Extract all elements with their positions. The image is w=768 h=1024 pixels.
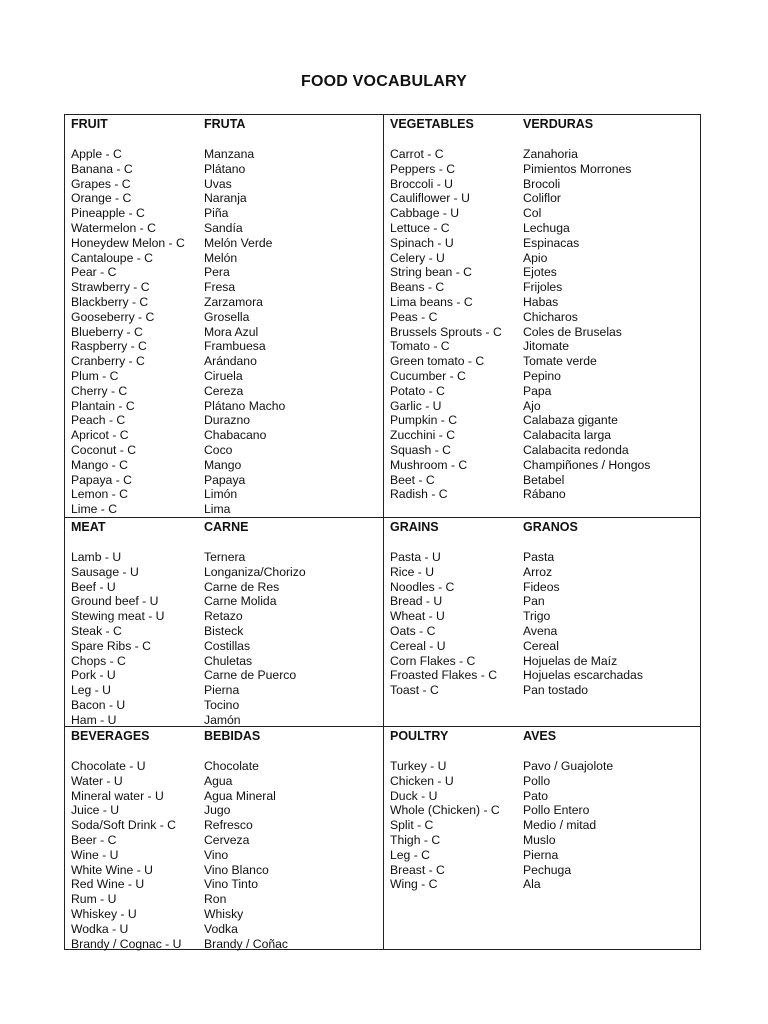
vocab-item: Pasta - U xyxy=(390,550,441,564)
vocab-item: Agua Mineral xyxy=(204,788,276,803)
poultry-en-column xyxy=(390,729,500,892)
vocab-item: Fresa xyxy=(204,280,236,295)
vocab-item: Pear - C xyxy=(71,265,117,280)
vocab-item: Grapes - C xyxy=(71,176,131,191)
meat-es-heading: CARNE xyxy=(204,520,249,534)
vocab-item: Lime - C xyxy=(71,502,118,517)
vocab-item: Ajo xyxy=(523,398,541,413)
vocab-item: Pierna xyxy=(523,847,559,862)
vocab-item: Noodles - C xyxy=(390,579,455,594)
vocab-item: Blackberry - C xyxy=(71,294,149,309)
beverages-en-column xyxy=(71,729,181,951)
vocab-item: Retazo xyxy=(204,609,243,624)
vocab-item: Peach - C xyxy=(71,413,126,428)
vocab-item: Bisteck xyxy=(204,623,244,638)
vocab-item: Garlic - U xyxy=(390,398,442,413)
poultry-es-column xyxy=(523,729,613,892)
vocab-item: Carrot - C xyxy=(390,147,444,161)
fruit-es-column xyxy=(204,117,285,517)
poultry-es-heading: AVES xyxy=(523,729,557,743)
vocab-item: Apricot - C xyxy=(71,428,129,443)
vocab-item: Spare Ribs - C xyxy=(71,638,151,653)
vocab-item: Medio / mitad xyxy=(523,818,597,833)
vocab-item: Chabacano xyxy=(204,428,267,443)
vocab-item: Leg - U xyxy=(71,683,111,698)
vocab-item: Lima xyxy=(204,502,231,517)
vocab-item: Honeydew Melon - C xyxy=(71,235,185,250)
vocabulary-table xyxy=(64,114,701,950)
vocab-item: Durazno xyxy=(204,413,251,428)
vocab-item: Carne Molida xyxy=(204,594,277,609)
vocab-item: Radish - C xyxy=(390,487,448,502)
vocab-item: Stewing meat - U xyxy=(71,609,165,624)
vocab-item: Leg - C xyxy=(390,847,430,862)
vocab-item: Mushroom - C xyxy=(390,457,468,472)
vocab-item: Brocoli xyxy=(523,176,561,191)
vocab-item: Duck - U xyxy=(390,788,438,803)
vocab-item: Chops - C xyxy=(71,653,126,668)
vocab-item: Pollo xyxy=(523,773,551,788)
grains-es-list xyxy=(523,550,643,698)
vocab-item: Whisky xyxy=(204,906,244,921)
beverages-es-heading: BEBIDAS xyxy=(204,729,261,743)
vocab-item: Pavo / Guajolote xyxy=(523,759,614,773)
vocab-item: Trigo xyxy=(523,609,551,624)
vegetables-es-column xyxy=(523,117,650,502)
vocab-item: Frijoles xyxy=(523,280,563,295)
vocab-item: Vino Blanco xyxy=(204,862,269,877)
vocab-item: Pierna xyxy=(204,683,240,698)
fruit-en-heading: FRUIT xyxy=(71,117,108,131)
vocab-item: Bread - U xyxy=(390,594,443,609)
vocab-item: Peppers - C xyxy=(390,161,456,176)
meat-en-heading: MEAT xyxy=(71,520,106,534)
vocab-item: Cereal - U xyxy=(390,638,446,653)
vocab-item: Red Wine - U xyxy=(71,877,145,892)
vocab-item: Ham - U xyxy=(71,712,117,726)
vocab-item: Chicken - U xyxy=(390,773,454,788)
grains-en-column xyxy=(390,520,497,698)
vocab-item: Cereza xyxy=(204,383,244,398)
grains-es-heading: GRANOS xyxy=(523,520,578,534)
vocab-item: Celery - U xyxy=(390,250,445,265)
vocab-item: Chocolate - U xyxy=(71,759,146,773)
vocab-item: Pumpkin - C xyxy=(390,413,458,428)
vocab-item: Steak - C xyxy=(71,623,122,638)
vocab-item: Split - C xyxy=(390,818,434,833)
vocab-item: Coconut - C xyxy=(71,442,137,457)
vocab-item: Apio xyxy=(523,250,548,265)
beverages-en-list xyxy=(71,759,181,951)
vocab-item: Spinach - U xyxy=(390,235,454,250)
fruit-en-list xyxy=(71,147,185,517)
vocab-item: Bacon - U xyxy=(71,697,126,712)
vocab-item: Breast - C xyxy=(390,862,445,877)
vocab-item: Pineapple - C xyxy=(71,206,145,221)
vocab-item: Gooseberry - C xyxy=(71,309,155,324)
vocab-item: Cereal xyxy=(523,638,559,653)
vocab-item: String bean - C xyxy=(390,265,472,280)
vocab-item: Papaya - C xyxy=(71,472,132,487)
fruit-es-list xyxy=(204,147,285,517)
vocab-item: Vino xyxy=(204,847,229,862)
vocab-item: Potato - C xyxy=(390,383,445,398)
vocab-item: Cerveza xyxy=(204,832,250,847)
vocab-item: Mineral water - U xyxy=(71,788,164,803)
vocab-item: Beer - C xyxy=(71,832,117,847)
vocab-item: Raspberry - C xyxy=(71,339,147,354)
vocab-item: Chocolate xyxy=(204,759,259,773)
vocab-item: Cranberry - C xyxy=(71,354,145,369)
vocab-item: Pasta xyxy=(523,550,555,564)
section-vegetables xyxy=(384,115,702,517)
beverages-en-heading: BEVERAGES xyxy=(71,729,150,743)
grains-es-column xyxy=(523,520,643,698)
vegetables-es-list xyxy=(523,147,650,502)
vocab-item: Frambuesa xyxy=(204,339,266,354)
vocab-item: Limón xyxy=(204,487,238,502)
vegetables-en-heading: VEGETABLES xyxy=(390,117,474,131)
vocab-item: Plátano Macho xyxy=(204,398,286,413)
vocab-item: Zarzamora xyxy=(204,294,263,309)
beverages-es-list xyxy=(204,759,288,951)
vocab-item: Cantaloupe - C xyxy=(71,250,153,265)
vocab-item: Brussels Sprouts - C xyxy=(390,324,502,339)
meat-es-column xyxy=(204,520,306,726)
vocab-item: Coco xyxy=(204,442,233,457)
vocab-item: Tomate verde xyxy=(523,354,597,369)
vocab-item: Rice - U xyxy=(390,564,435,579)
poultry-es-list xyxy=(523,759,613,892)
vocab-item: Toast - C xyxy=(390,683,439,698)
vocab-item: Sandía xyxy=(204,220,243,235)
vocab-item: Apple - C xyxy=(71,147,122,161)
vocab-item: Wing - C xyxy=(390,877,438,892)
vocab-item: Turkey - U xyxy=(390,759,447,773)
vocab-item: Beet - C xyxy=(390,472,435,487)
vocab-item: Water - U xyxy=(71,773,123,788)
vocab-item: Brandy / Cognac - U xyxy=(71,936,182,951)
vocab-item: Col xyxy=(523,206,542,221)
vocab-item: Pollo Entero xyxy=(523,803,590,818)
meat-en-column xyxy=(71,520,164,726)
vocab-item: Sausage - U xyxy=(71,564,139,579)
meat-es-list xyxy=(204,550,306,726)
vocab-item: Pato xyxy=(523,788,549,803)
vocab-item: Soda/Soft Drink - C xyxy=(71,818,176,833)
vocab-item: Coliflor xyxy=(523,191,561,206)
vocab-item: Pera xyxy=(204,265,230,280)
vocab-item: Muslo xyxy=(523,832,556,847)
vocab-item: Ala xyxy=(523,877,541,892)
vocab-item: Mango xyxy=(204,457,242,472)
vocab-item: Papaya xyxy=(204,472,246,487)
vocab-item: Jugo xyxy=(204,803,231,818)
vocab-item: Lemon - C xyxy=(71,487,128,502)
vocab-item: Longaniza/Chorizo xyxy=(204,564,306,579)
vocab-item: Betabel xyxy=(523,472,565,487)
vocab-item: Tomato - C xyxy=(390,339,450,354)
vocab-item: Green tomato - C xyxy=(390,354,485,369)
vocab-item: Plátano xyxy=(204,161,246,176)
vocab-item: Calabaza gigante xyxy=(523,413,618,428)
vocab-item: Costillas xyxy=(204,638,251,653)
vocab-item: Pan xyxy=(523,594,545,609)
vocab-item: Lamb - U xyxy=(71,550,122,564)
vocab-item: Naranja xyxy=(204,191,247,206)
vocab-item: Froasted Flakes - C xyxy=(390,668,498,683)
vocab-item: Pimientos Morrones xyxy=(523,161,632,176)
vocab-item: Rábano xyxy=(523,487,566,502)
section-poultry xyxy=(384,727,702,951)
vocab-item: Orange - C xyxy=(71,191,132,206)
vocab-item: Ciruela xyxy=(204,368,243,383)
vocab-item: Squash - C xyxy=(390,442,451,457)
vocab-item: Jamón xyxy=(204,712,241,726)
vocab-item: Espinacas xyxy=(523,235,580,250)
poultry-en-list xyxy=(390,759,500,892)
vocab-item: Manzana xyxy=(204,147,255,161)
vocab-item: Lima beans - C xyxy=(390,294,473,309)
vocab-item: Coles de Bruselas xyxy=(523,324,622,339)
vocab-item: Uvas xyxy=(204,176,232,191)
vocab-item: Vino Tinto xyxy=(204,877,258,892)
vocab-item: Melón Verde xyxy=(204,235,273,250)
vocab-item: Calabacita redonda xyxy=(523,442,629,457)
fruit-en-column xyxy=(71,117,185,517)
vocab-item: Broccoli - U xyxy=(390,176,453,191)
vocab-item: Piña xyxy=(204,206,229,221)
vocab-item: Chuletas xyxy=(204,653,253,668)
vocab-item: Wine - U xyxy=(71,847,119,862)
vocab-item: Cherry - C xyxy=(71,383,128,398)
vocab-item: Strawberry - C xyxy=(71,280,150,295)
meat-en-list xyxy=(71,550,164,726)
vocab-item: Hojuelas de Maíz xyxy=(523,653,618,668)
vocab-item: Peas - C xyxy=(390,309,438,324)
vocab-item: Agua xyxy=(204,773,233,788)
vocab-item: Hojuelas escarchadas xyxy=(523,668,643,683)
vocab-item: Juice - U xyxy=(71,803,120,818)
vocab-item: Blueberry - C xyxy=(71,324,143,339)
vocab-item: Pork - U xyxy=(71,668,116,683)
vocab-item: Cucumber - C xyxy=(390,368,466,383)
vocab-item: Ternera xyxy=(204,550,246,564)
vegetables-en-column xyxy=(390,117,502,502)
vocab-item: Pechuga xyxy=(523,862,572,877)
vocab-item: Plum - C xyxy=(71,368,119,383)
vocab-item: Lettuce - C xyxy=(390,220,450,235)
vocab-item: Pan tostado xyxy=(523,683,589,698)
vocab-item: Beans - C xyxy=(390,280,445,295)
vegetables-en-list xyxy=(390,147,502,502)
vocab-item: Arroz xyxy=(523,564,553,579)
grains-en-heading: GRAINS xyxy=(390,520,439,534)
vocab-item: Zanahoria xyxy=(523,147,578,161)
vocab-item: Melón xyxy=(204,250,238,265)
vocab-item: Carne de Res xyxy=(204,579,280,594)
vocab-item: Pepino xyxy=(523,368,561,383)
vocab-item: White Wine - U xyxy=(71,862,153,877)
vocab-item: Wheat - U xyxy=(390,609,445,624)
vocab-item: Ron xyxy=(204,892,227,907)
beverages-es-column xyxy=(204,729,288,951)
vocab-item: Rum - U xyxy=(71,892,117,907)
vocab-item: Champiñones / Hongos xyxy=(523,457,651,472)
section-beverages xyxy=(65,727,383,951)
vocab-item: Avena xyxy=(523,623,558,638)
vocab-item: Beef - U xyxy=(71,579,116,594)
vocab-item: Tocino xyxy=(204,697,240,712)
fruit-es-heading: FRUTA xyxy=(204,117,246,131)
vegetables-es-heading: VERDURAS xyxy=(523,117,594,131)
vocab-item: Lechuga xyxy=(523,220,570,235)
vocab-item: Papa xyxy=(523,383,552,398)
vocab-item: Wodka - U xyxy=(71,921,129,936)
vocab-item: Cauliflower - U xyxy=(390,191,470,206)
vocab-item: Ejotes xyxy=(523,265,557,280)
vocab-item: Corn Flakes - C xyxy=(390,653,476,668)
vocab-item: Fideos xyxy=(523,579,560,594)
vocab-item: Whole (Chicken) - C xyxy=(390,803,500,818)
vocab-item: Zucchini - C xyxy=(390,428,456,443)
vocab-item: Habas xyxy=(523,294,559,309)
vocab-item: Cabbage - U xyxy=(390,206,460,221)
vocab-item: Watermelon - C xyxy=(71,220,156,235)
poultry-en-heading: POULTRY xyxy=(390,729,449,743)
vocab-item: Banana - C xyxy=(71,161,133,176)
section-grains xyxy=(384,518,702,726)
vocab-item: Plantain - C xyxy=(71,398,135,413)
page-title: FOOD VOCABULARY xyxy=(301,73,467,90)
section-meat xyxy=(65,518,383,726)
vocab-item: Brandy / Coñac xyxy=(204,936,289,951)
section-fruit xyxy=(65,115,383,517)
vocab-item: Chicharos xyxy=(523,309,578,324)
vocab-item: Ground beef - U xyxy=(71,594,159,609)
vocab-item: Refresco xyxy=(204,818,253,833)
vocab-item: Mango - C xyxy=(71,457,128,472)
vocab-item: Oats - C xyxy=(390,623,436,638)
vocab-item: Grosella xyxy=(204,309,250,324)
vocab-item: Mora Azul xyxy=(204,324,259,339)
vocab-item: Calabacita larga xyxy=(523,428,612,443)
grains-en-list xyxy=(390,550,497,698)
vocab-item: Carne de Puerco xyxy=(204,668,297,683)
vocab-item: Thigh - C xyxy=(390,832,441,847)
vocab-item: Jitomate xyxy=(523,339,570,354)
vocab-item: Vodka xyxy=(204,921,238,936)
vocab-item: Arándano xyxy=(204,354,257,369)
vocab-item: Whiskey - U xyxy=(71,906,137,921)
